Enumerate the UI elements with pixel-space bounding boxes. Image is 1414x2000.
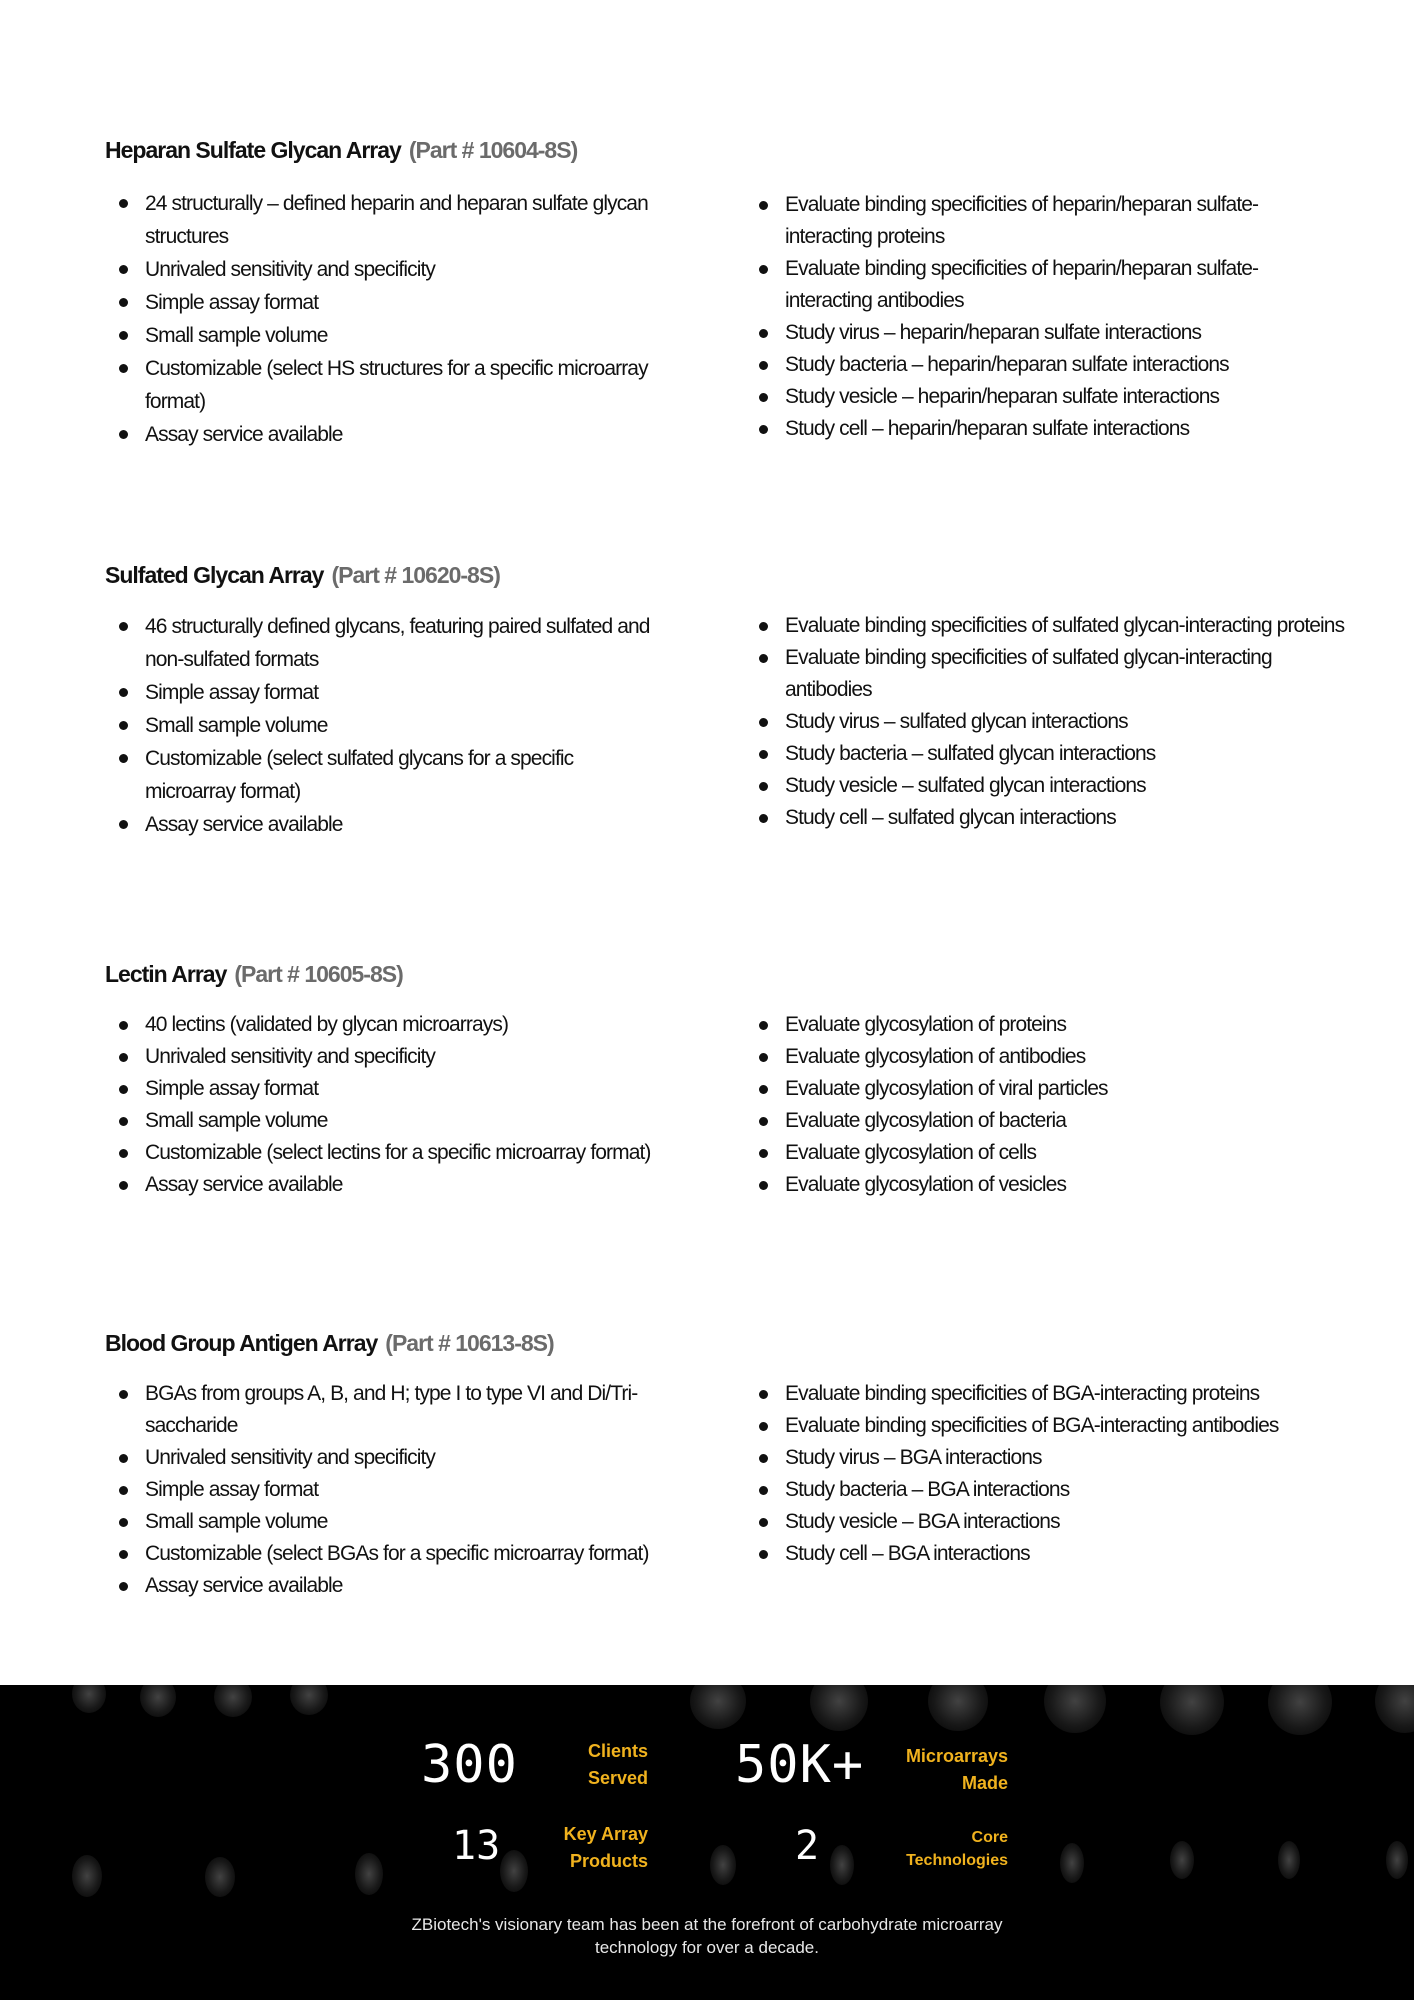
list-item: 46 structurally defined glycans, featuring paired sulfated and non-sulfated formats: [105, 610, 665, 676]
list-item: Evaluate glycosylation of antibodies: [745, 1041, 1365, 1073]
list-item: Simple assay format: [105, 1073, 665, 1105]
list-item: 40 lectins (validated by glycan microarrays): [105, 1009, 665, 1041]
list-item: Study vesicle – heparin/heparan sulfate interactions: [745, 381, 1365, 413]
list-item: Study bacteria – BGA interactions: [745, 1474, 1365, 1506]
list-item: BGAs from groups A, B, and H; type I to type VI and Di/Tri-saccharide: [105, 1378, 705, 1442]
background-spot: [928, 1685, 988, 1731]
list-item: Assay service available: [105, 1570, 705, 1602]
list-item: Small sample volume: [105, 319, 665, 352]
bullet-icon: [759, 361, 768, 370]
background-spot: [205, 1857, 235, 1897]
part-number: (Part # 10620-8S): [331, 562, 500, 588]
bullet-icon: [759, 1085, 768, 1094]
bullet-icon: [759, 1486, 768, 1495]
background-spot: [1386, 1841, 1408, 1879]
list-item: Evaluate glycosylation of bacteria: [745, 1105, 1365, 1137]
bullet-icon: [759, 201, 768, 210]
background-spot: [72, 1685, 106, 1713]
bullet-icon: [119, 622, 128, 631]
stats-banner: [0, 1685, 1414, 2000]
applications-list: [745, 189, 1365, 445]
list-item: Customizable (select sulfated glycans for a specific microarray format): [105, 742, 615, 808]
stat-label-microarrays: Microarrays Made: [905, 1746, 1008, 1793]
features-list: [105, 610, 665, 841]
background-spot: [1160, 1685, 1224, 1735]
part-number: (Part # 10613-8S): [385, 1330, 554, 1356]
section-title: Heparan Sulfate Glycan Array (Part # 10604-8S): [105, 137, 578, 163]
list-item: Study vesicle – sulfated glycan interactions: [745, 770, 1365, 802]
part-number: (Part # 10605-8S): [234, 961, 403, 987]
bullet-icon: [119, 1390, 128, 1399]
bullet-icon: [759, 1149, 768, 1158]
bullet-icon: [759, 329, 768, 338]
bullet-icon: [119, 199, 128, 208]
bullet-icon: [759, 718, 768, 727]
bullet-icon: [119, 1149, 128, 1158]
bullet-icon: [119, 1518, 128, 1527]
list-item: Simple assay format: [105, 676, 665, 709]
list-item: Customizable (select lectins for a specific microarray format): [105, 1137, 665, 1169]
list-item: Assay service available: [105, 808, 665, 841]
list-item: Evaluate binding specificities of heparin/heparan sulfate-interacting proteins: [745, 189, 1285, 253]
bullet-icon: [759, 814, 768, 823]
list-item: Study cell – heparin/heparan sulfate interactions: [745, 413, 1365, 445]
product-section-blood-group-antigen: [105, 1326, 1365, 1597]
list-item: Study virus – heparin/heparan sulfate interactions: [745, 317, 1365, 349]
part-number: (Part # 10604-8S): [408, 137, 578, 163]
bullet-icon: [759, 1518, 768, 1527]
applications-list: [745, 1009, 1365, 1201]
background-spot: [1060, 1843, 1084, 1883]
background-spot: [500, 1850, 528, 1892]
bullet-icon: [759, 1181, 768, 1190]
list-item: Evaluate glycosylation of proteins: [745, 1009, 1365, 1041]
bullet-icon: [119, 430, 128, 439]
stat-value-microarrays: 50K+: [735, 1735, 865, 1795]
list-item: Unrivaled sensitivity and specificity: [105, 253, 665, 286]
bullet-icon: [119, 1181, 128, 1190]
bullet-icon: [759, 1053, 768, 1062]
bullet-icon: [119, 820, 128, 829]
list-item: Study bacteria – sulfated glycan interactions: [745, 738, 1365, 770]
background-spot: [1044, 1685, 1106, 1733]
list-item: Simple assay format: [105, 1474, 705, 1506]
list-item: Study cell – BGA interactions: [745, 1538, 1365, 1570]
bullet-icon: [759, 393, 768, 402]
stat-value-clients: 300: [421, 1735, 518, 1795]
list-item: Customizable (select HS structures for a specific microarray format): [105, 352, 685, 418]
list-item: Assay service available: [105, 418, 665, 451]
background-spot: [290, 1685, 328, 1715]
list-item: Study vesicle – BGA interactions: [745, 1506, 1365, 1538]
bullet-icon: [759, 1454, 768, 1463]
bullet-icon: [119, 298, 128, 307]
list-item: Evaluate binding specificities of BGA-interacting antibodies: [745, 1410, 1365, 1442]
list-item: Evaluate binding specificities of heparin/heparan sulfate-interacting antibodies: [745, 253, 1285, 317]
product-section-lectin: [105, 957, 1365, 1196]
bullet-icon: [119, 1582, 128, 1591]
list-item: 24 structurally – defined heparin and heparan sulfate glycan structures: [105, 187, 685, 253]
bullet-icon: [759, 654, 768, 663]
bullet-icon: [759, 1117, 768, 1126]
bullet-icon: [759, 1390, 768, 1399]
background-spot: [690, 1685, 746, 1729]
bullet-icon: [119, 1454, 128, 1463]
bullet-icon: [759, 782, 768, 791]
background-spot: [140, 1685, 176, 1717]
list-item: Evaluate binding specificities of BGA-interacting proteins: [745, 1378, 1365, 1410]
background-spot: [72, 1855, 102, 1897]
product-section-heparan-sulfate: [105, 133, 1365, 446]
bullet-icon: [119, 1117, 128, 1126]
bullet-icon: [119, 754, 128, 763]
stat-label-clients: Clients Served: [587, 1741, 648, 1788]
bullet-icon: [759, 1550, 768, 1559]
bullet-icon: [119, 688, 128, 697]
section-title: Sulfated Glycan Array (Part # 10620-8S): [105, 562, 500, 588]
stat-label-array-products: Key Array Products: [563, 1824, 648, 1871]
list-item: Study cell – sulfated glycan interactions: [745, 802, 1365, 834]
list-item: Evaluate glycosylation of vesicles: [745, 1169, 1365, 1201]
bullet-icon: [759, 750, 768, 759]
bullet-icon: [119, 721, 128, 730]
section-title: Lectin Array (Part # 10605-8S): [105, 961, 403, 987]
stat-value-core-technologies: 2: [795, 1823, 820, 1869]
bullet-icon: [759, 1021, 768, 1030]
list-item: Evaluate glycosylation of viral particles: [745, 1073, 1365, 1105]
features-list: [105, 187, 665, 451]
features-list: [105, 1009, 665, 1201]
list-item: Customizable (select BGAs for a specific microarray format): [105, 1538, 705, 1570]
list-item: Study virus – BGA interactions: [745, 1442, 1365, 1474]
product-section-sulfated-glycan: [105, 558, 1365, 836]
list-item: Study bacteria – heparin/heparan sulfate interactions: [745, 349, 1365, 381]
list-item: Small sample volume: [105, 1105, 665, 1137]
background-spot: [1268, 1685, 1332, 1735]
background-spot: [214, 1685, 252, 1717]
list-item: Evaluate binding specificities of sulfated glycan-interacting proteins: [745, 610, 1365, 642]
stat-label-core-technologies: Core Technologies: [906, 1829, 1008, 1869]
list-item: Unrivaled sensitivity and specificity: [105, 1041, 665, 1073]
bullet-icon: [759, 425, 768, 434]
bullet-icon: [119, 1550, 128, 1559]
features-list: [105, 1378, 705, 1602]
bullet-icon: [119, 1021, 128, 1030]
bullet-icon: [119, 1085, 128, 1094]
list-item: Evaluate binding specificities of sulfated glycan-interacting antibodies: [745, 642, 1285, 706]
background-spot: [1278, 1841, 1300, 1879]
background-spot: [355, 1853, 383, 1895]
applications-list: [745, 1378, 1365, 1570]
background-spot: [830, 1845, 854, 1885]
stat-value-array-products: 13: [452, 1823, 501, 1869]
list-item: Unrivaled sensitivity and specificity: [105, 1442, 705, 1474]
tagline: ZBiotech's visionary team has been at the forefront of carbohydrate microarray technology for over a decade.: [411, 1915, 1003, 1957]
bullet-icon: [759, 1422, 768, 1431]
bullet-icon: [759, 622, 768, 631]
section-title: Blood Group Antigen Array (Part # 10613-8S): [105, 1330, 554, 1356]
list-item: Assay service available: [105, 1169, 665, 1201]
list-item: Simple assay format: [105, 286, 665, 319]
bullet-icon: [119, 1486, 128, 1495]
list-item: Study virus – sulfated glycan interactions: [745, 706, 1365, 738]
background-spot: [1375, 1685, 1414, 1733]
bullet-icon: [759, 265, 768, 274]
list-item: Small sample volume: [105, 1506, 705, 1538]
background-spot: [810, 1685, 868, 1731]
bullet-icon: [119, 331, 128, 340]
list-item: Evaluate glycosylation of cells: [745, 1137, 1365, 1169]
background-spot: [1170, 1841, 1194, 1879]
list-item: Small sample volume: [105, 709, 665, 742]
applications-list: [745, 610, 1365, 834]
bullet-icon: [119, 364, 128, 373]
bullet-icon: [119, 265, 128, 274]
bullet-icon: [119, 1053, 128, 1062]
background-spot: [710, 1845, 736, 1885]
